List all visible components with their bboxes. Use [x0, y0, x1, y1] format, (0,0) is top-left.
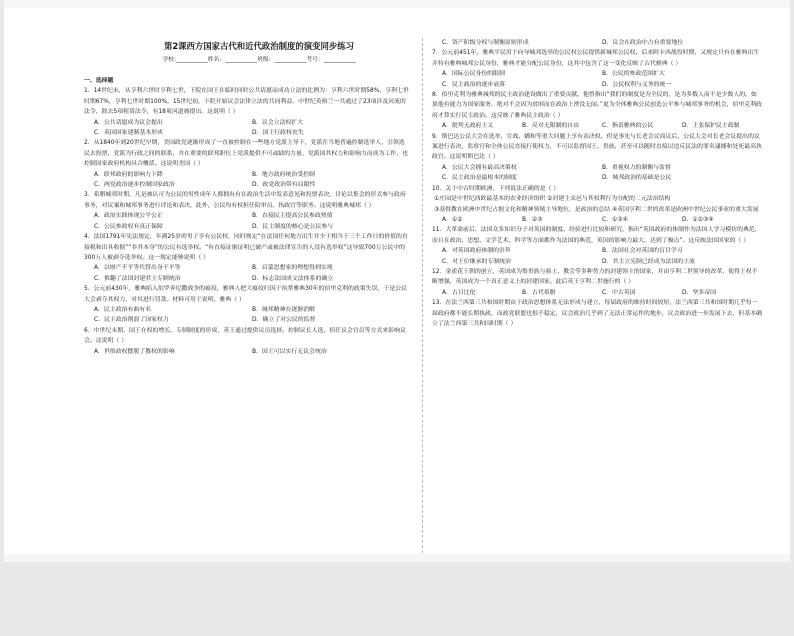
question-7-options: [432, 69, 762, 90]
column-divider: [422, 38, 423, 558]
option: C．英国国家建制基本形成: [94, 130, 163, 137]
right-column: [432, 38, 762, 600]
option: B．重视权力的制衡与监督: [602, 164, 671, 171]
option: D．君主立宪制已经成为法国的主流: [602, 258, 695, 265]
question-2-options: [84, 170, 410, 191]
option: D．主张保护民主政制: [682, 123, 740, 130]
question-10-options: [432, 215, 762, 225]
option: B．国王可以实行无议会统治: [252, 348, 327, 355]
question-11-options: [432, 246, 762, 267]
question-3: 3．希腊城邦时期，凡是被认可为公民的男性成年人都拥有有在政治生活中发表意见和投票表决，讨论以集会的形式参与政府事务，对议案和城邦事务进行评论和表决，此外，公民均有权担任陪审员、执政官等职务。这说明雅典城邦（ ）: [84, 192, 406, 209]
option: B．法国社会对英国的盲目学习: [602, 248, 683, 255]
option: D．民主制度的核心是公民参与: [252, 223, 334, 230]
question-10-statements: [432, 194, 762, 215]
exam-sheet: [4, 0, 790, 562]
option: A．公民大会拥有最高决策权: [442, 164, 517, 171]
option: B．地方政府统治受控制: [252, 171, 315, 178]
option: C．推翻了法国封建君主专制统治: [94, 275, 181, 282]
question-10: 10．关于中古时期欧洲，下列说法正确的是（ ）: [432, 185, 560, 192]
option: D．确立了对公民的监督: [252, 317, 316, 324]
option: D．坚多帝国: [682, 289, 716, 296]
student-info-line: 学校:___________姓名：___________班级：___________考号：___________: [162, 57, 356, 63]
question-1-options: [84, 118, 410, 139]
question-7: 7．公元前451年，雅典平民用于向导城邦选举的公民权公民提供新城邦公民权，后来阿卡西战役时期，又规定只有在雅典出生并持有雅典城邦公民身份，雅典才能分配公民身份，这其中包含了这一变化反映了古代雅典（ ）: [432, 50, 760, 67]
option: A．联邦政府的影响力下降: [94, 171, 163, 178]
option: D．公民权利与义务的统一: [602, 81, 672, 88]
question-1: 1．14世纪末，从亨利六世时亨利七世，下院在国王在临时同时公共请愿而成功立法的比例为：亨利六世时期58%，亨利七世时期67%，亨利七世时期100%。15世纪初，下院开始议会法律立法的共同利益。中世纪英格兰一共通过了23项涉及河流的法令，除去5项租赁法令，有18项河道被提出。这说明（ ）: [84, 88, 409, 116]
option: A．世俗政权摆脱了教权的影响: [94, 348, 175, 355]
option: C．两党政治逐步控制国家政治: [94, 182, 175, 189]
option: D．政党政治带有局限性: [252, 182, 316, 189]
bottom-margin: [4, 554, 790, 562]
option: A．国际公民身份的限制: [442, 71, 505, 78]
question-2: 2．从1840年到20世纪早期，美国政党逐渐形成了一直被控制在一些地方党派主导下，党派在当地普遍控制选举人，引领选民去投票，党派为行政之间的联系，并在重要的联邦职位上党派提供不可或缺的力量，党派国其权力和影响力而成为工作，也控制国家政府机构具合概括。这说明美国（ ）: [84, 140, 408, 168]
question-12-options: [432, 288, 762, 298]
page-title: 第2课西方国家古代和近代政治制度的演变同步练习: [163, 41, 355, 51]
option: A．①②: [442, 216, 463, 223]
option: B．公民的参政范围扩大: [602, 71, 665, 78]
title-block: [104, 40, 414, 66]
question-6: 6．中世纪末期，国王在权的增长、专制制度的形成，英王通过提供议员选择、控制议长人选、招任议会官员等方式来影响议会。这说明（ ）: [84, 327, 406, 345]
left-column: [84, 74, 410, 636]
question-6-options: [84, 347, 410, 357]
question-11: 11．大革命前后，法国众多知识分子对英国的制度、经验进行比较和研究，指出“英国政府的体制作为法国人学习模仿的典范，而且在政治、思想、文学艺术、科学等方面都作为法国的典范，英国的影响力最大，达到了极点”。这反映法国国家的（ ）: [432, 227, 761, 244]
question-12: 12．金雀花王朝的创立，英国成为集贵族与骑士、教会等多种势力的封建领主的国家，并由亨利二世领导的改革，使得王权不断增强，英国成为一个真正意义上的封建国家。此后英王亨利二世施行的（ ）: [432, 268, 758, 286]
option: C．资产阶级分权与制衡原则形成: [442, 40, 529, 46]
option: D．议会在政治中占有重要地位: [602, 40, 684, 46]
option: B．反对无限制的自由: [522, 123, 580, 130]
section-heading: 一、选择题: [84, 78, 114, 84]
option: D．国王行政权丧失: [252, 130, 304, 137]
question-4-options: [84, 263, 410, 284]
statement: ①庄园是中世纪西欧最基本的农业经济组织 ②封建主采邑与其权利行为分配的二元法治结构: [434, 196, 671, 203]
option: D．标志法国成文法体系的确立: [252, 275, 334, 282]
option: B．启蒙思想家的理想得到实现: [252, 265, 333, 272]
question-9-options: [432, 163, 762, 184]
question-5-options: [84, 305, 410, 326]
question-4: 4．法国1791年宪法规定，年满25岁的男子享有公民权，同时规定“在法国任何地方出生并少于相当于三个工作日的价值的直接税和出具收据”“非其本身”的公民有选举权。“有直接证据证明已破产或被法律宣告的人没有选举权”这导致700万公民中的300万人被剥夺选举权。这一规定能够说明（ ）: [84, 234, 408, 261]
option: B．城邦精神在逐渐消解: [252, 306, 315, 313]
option: A．批判无政府主义: [442, 123, 494, 130]
option: A．民主政治有曲有名: [94, 306, 152, 313]
option: A．古日比伦: [442, 289, 476, 296]
option: B．②③: [522, 216, 543, 223]
question-8-options: [432, 121, 762, 131]
option: D．①②③④: [682, 216, 714, 223]
option: D．城邦政治的基础是公民: [602, 175, 672, 182]
question-6-options-cont: [432, 38, 762, 48]
statement: ③基督教在欧洲中世纪占据文化和精神领域主导地位，是政治的总结 ④英国亨利二世的改革是欧洲中世纪公民事业的重大发展: [434, 206, 759, 213]
question-3-options: [84, 211, 410, 232]
option: B．古代希腊: [522, 289, 556, 296]
question-9: 9．斯巴达公民大会在选举，宣战、媾和等重大问题上享有表决权，但是事先与长老会议商议后，公民大会对长老会议提出的议案进行表决，监察官和全体公民直接行使权力，不可以监督国王、贵族，甚至可以随时直接以违反民法的罪名逮捕和处死最高执政官。这说明斯巴达（ ）: [432, 133, 762, 161]
question-5: 5．公元前430年，雅典陷入伯罗奔尼撒战争的瘟疫，雅典人把大瘟疫归因于执掌雅典30年的伯里克利的政策失误，于是公民大会剥夺其权力，对其进行罚款。材料可用于说明，雅典（ ）: [84, 286, 407, 303]
top-margin: [4, 0, 790, 8]
option: C．中古英国: [602, 289, 636, 296]
option: A．以财产不平等代替出身不平等: [94, 265, 181, 272]
option: B．议会立法权扩大: [252, 119, 304, 126]
question-8: 8．伯里克利为雅典城邦的民主政治建设做出了重要贡献。他曾指出“我们的制度是为全民的，是为多数人而不是少数人的。如果他有能力为国家服务，绝对不会因为贫困而在政治上湮没无闻。”更为全体雅典公民创造公平参与城邦事务的机会，伯里克利政府才算实行民主政治。这反映了雅典民主政治（ ）: [432, 92, 762, 119]
option: C．公民参政权有真正保障: [94, 223, 163, 230]
option: C．民主政治的逐步衰落: [442, 81, 506, 88]
option: A．政治实践体现公平公正: [94, 213, 163, 220]
option: B．直接民主提高公民参政热情: [252, 213, 333, 220]
option: C．①③④: [602, 216, 628, 223]
option: A．对英国政府体制的崇拜: [442, 248, 511, 255]
option: C．民主政治是最根本的制度: [442, 175, 517, 182]
option: A．公共请愿成为议会提出: [94, 119, 163, 126]
option: C．对王位继承的专制统治: [442, 258, 511, 265]
question-13: 13．在法兰西第三共和国时期由于政治思想体系无法形成与建立，每届政府的维持时间较短，法兰西第三共和国时期几乎每一届政府都不能长期执政，而政党联盟也很不稳定，议会政治几乎到了无法正常运作的地步，议会政治进一步发展下去，但基本确立了法兰西第三共和国时期（ ）: [432, 300, 762, 327]
option: C．民主政治削弱了国家权力: [94, 317, 169, 324]
option: C．指责雅典的公民: [602, 123, 654, 130]
